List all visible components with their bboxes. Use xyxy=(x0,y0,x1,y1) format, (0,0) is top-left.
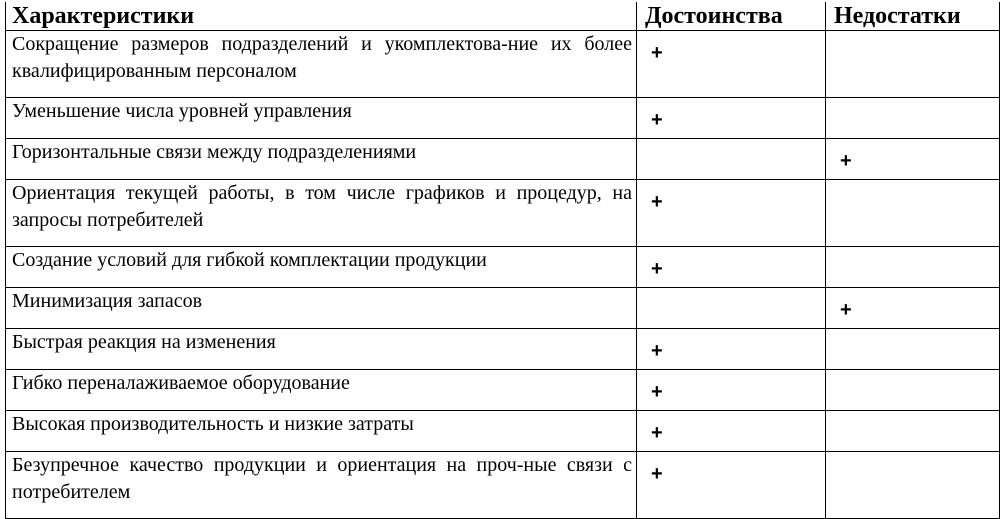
table-row xyxy=(6,452,1000,519)
table-row xyxy=(6,411,1000,452)
characteristic-cell: Быстрая реакция на изменения xyxy=(6,329,637,370)
disadvantage-cell xyxy=(826,98,1000,139)
table-row xyxy=(6,247,1000,288)
disadvantage-cell xyxy=(826,31,1000,98)
characteristic-cell: Сокращение размеров подразделений и укомплектова-ние их более квалифицированным персоналом xyxy=(6,31,637,98)
characteristic-cell: Уменьшение числа уровней управления xyxy=(6,98,637,139)
advantage-cell: + xyxy=(637,329,826,370)
header-row xyxy=(6,2,1000,31)
characteristic-cell: Гибко переналаживаемое оборудование xyxy=(6,370,637,411)
table-row xyxy=(6,180,1000,247)
advantage-cell xyxy=(637,288,826,329)
table-row xyxy=(6,98,1000,139)
advantage-cell xyxy=(637,139,826,180)
characteristic-cell: Высокая производительность и низкие затраты xyxy=(6,411,637,452)
advantage-cell: + xyxy=(637,98,826,139)
disadvantage-cell: + xyxy=(826,288,1000,329)
disadvantage-cell: + xyxy=(826,139,1000,180)
characteristic-cell: Создание условий для гибкой комплектации продукции xyxy=(6,247,637,288)
advantage-cell: + xyxy=(637,247,826,288)
advantage-cell: + xyxy=(637,452,826,519)
header-disadvantages: Недостатки xyxy=(826,2,1000,31)
header-advantages: Достоинства xyxy=(637,2,826,31)
disadvantage-cell xyxy=(826,247,1000,288)
table-row xyxy=(6,139,1000,180)
header-characteristics: Характеристики xyxy=(6,2,637,31)
characteristic-cell: Безупречное качество продукции и ориентация на проч-ные связи с потребителем xyxy=(6,452,637,519)
characteristics-table xyxy=(5,2,1000,519)
disadvantage-cell xyxy=(826,370,1000,411)
table-row xyxy=(6,370,1000,411)
disadvantage-cell xyxy=(826,452,1000,519)
advantage-cell: + xyxy=(637,180,826,247)
advantage-cell: + xyxy=(637,411,826,452)
advantage-cell: + xyxy=(637,31,826,98)
characteristic-cell: Ориентация текущей работы, в том числе графиков и процедур, на запросы потребителей xyxy=(6,180,637,247)
characteristic-cell: Минимизация запасов xyxy=(6,288,637,329)
table-row xyxy=(6,288,1000,329)
characteristic-cell: Горизонтальные связи между подразделениями xyxy=(6,139,637,180)
table-row xyxy=(6,329,1000,370)
advantage-cell: + xyxy=(637,370,826,411)
disadvantage-cell xyxy=(826,411,1000,452)
table-row xyxy=(6,31,1000,98)
disadvantage-cell xyxy=(826,180,1000,247)
disadvantage-cell xyxy=(826,329,1000,370)
